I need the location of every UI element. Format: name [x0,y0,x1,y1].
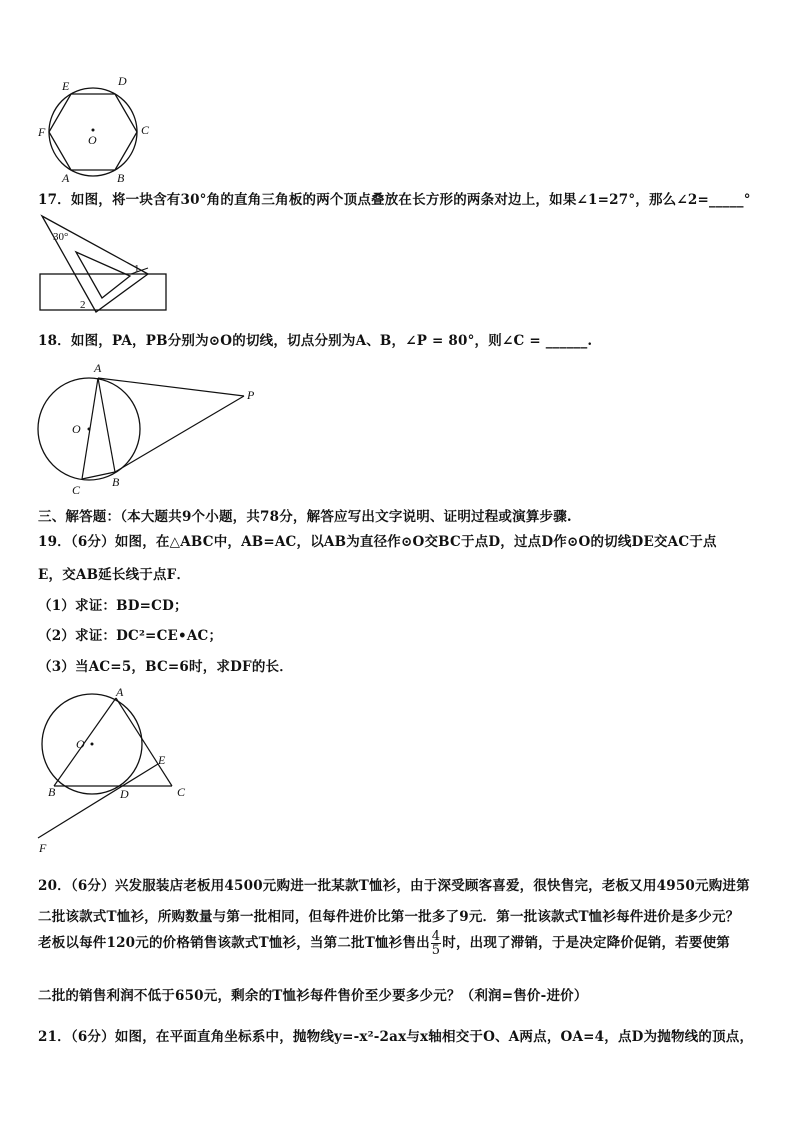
fraction-numerator: 4 [431,929,441,944]
fraction-denominator: 5 [431,943,441,958]
label-O: O [72,422,81,436]
question-19-sub3: （3）当AC=5，BC=6时，求DF的长． [38,659,293,675]
question-20-line2: 二批该款式T恤衫，所购数量与第一批相同，但每件进价比第一批多了9元．第一批该款式T恤衫每件进价是多少元？ [38,909,740,925]
label-O: O [76,737,85,751]
label-D: D [120,787,129,801]
label-F: F [39,841,47,855]
question-19-sub2: （2）求证：DC²=CE•AC； [38,628,223,644]
label-angle2: 2 [80,299,86,311]
question-19-line2: E，交AB延长线于点F． [38,567,191,583]
question-17: 17．如图，将一块含有30°角的直角三角板的两个顶点叠放在长方形的两条对边上，如果∠1=27°，那么∠2=_____° [38,192,751,208]
hexagon-circle-figure [30,70,160,182]
question-20-line1: 20．（6分）兴发服装店老板用4500元购进一批某款T恤衫，由于深受顾客喜爱，很快售完，老板又用4950元购进第 [38,878,750,894]
question-20-line3-post: 时，出现了滞销，于是决定降价促销，若要使第 [442,935,730,951]
label-A: A [62,171,70,182]
label-C: C [177,785,186,799]
tangent-circle-figure [30,360,270,500]
label-B: B [117,171,125,182]
label-E: E [62,79,70,93]
section-3-heading: 三、解答题：（本大题共9个小题，共78分，解答应写出文字说明、证明过程或演算步骤. [38,509,572,525]
question-20-line4: 二批的销售利润不低于650元，剩余的T恤衫每件售价至少要多少元？（利润=售价-进价） [38,988,588,1004]
question-21-line1: 21．（6分）如图，在平面直角坐标系中，抛物线y=-x²-2ax与x轴相交于O、A两点，OA=4，点D为抛物线的顶点， [38,1029,754,1045]
label-B: B [48,785,56,799]
label-A: A [94,361,102,375]
question-20-line3 [38,930,730,957]
label-F: F [38,125,46,139]
label-C: C [141,123,150,137]
question-20-line3-pre: 老板以每件120元的价格销售该款式T恤衫，当第二批T恤衫售出 [38,935,430,951]
label-A: A [116,686,124,699]
question-19-sub1: （1）求证：BD=CD； [38,598,188,614]
question-19-line1: 19．（6分）如图，在△ABC中，AB=AC，以AB为直径作⊙O交BC于点D，过点D作⊙O的切线DE交AC于点 [38,534,717,550]
label-C: C [72,483,81,497]
label-E: E [158,753,166,767]
triangle-circle-tangent-figure [30,686,200,856]
triangle-ruler-figure [36,212,171,314]
label-30deg: 30° [53,231,69,243]
label-P: P [247,388,255,402]
label-O: O [88,133,97,147]
question-18: 18．如图，PA，PB分别为⊙O的切线，切点分别为A、B，∠P = 80°，则∠C = ______. [38,333,593,349]
label-angle1: 1 [134,263,140,275]
label-D: D [118,74,127,88]
fraction-four-fifths [431,930,441,957]
label-B: B [112,475,120,489]
